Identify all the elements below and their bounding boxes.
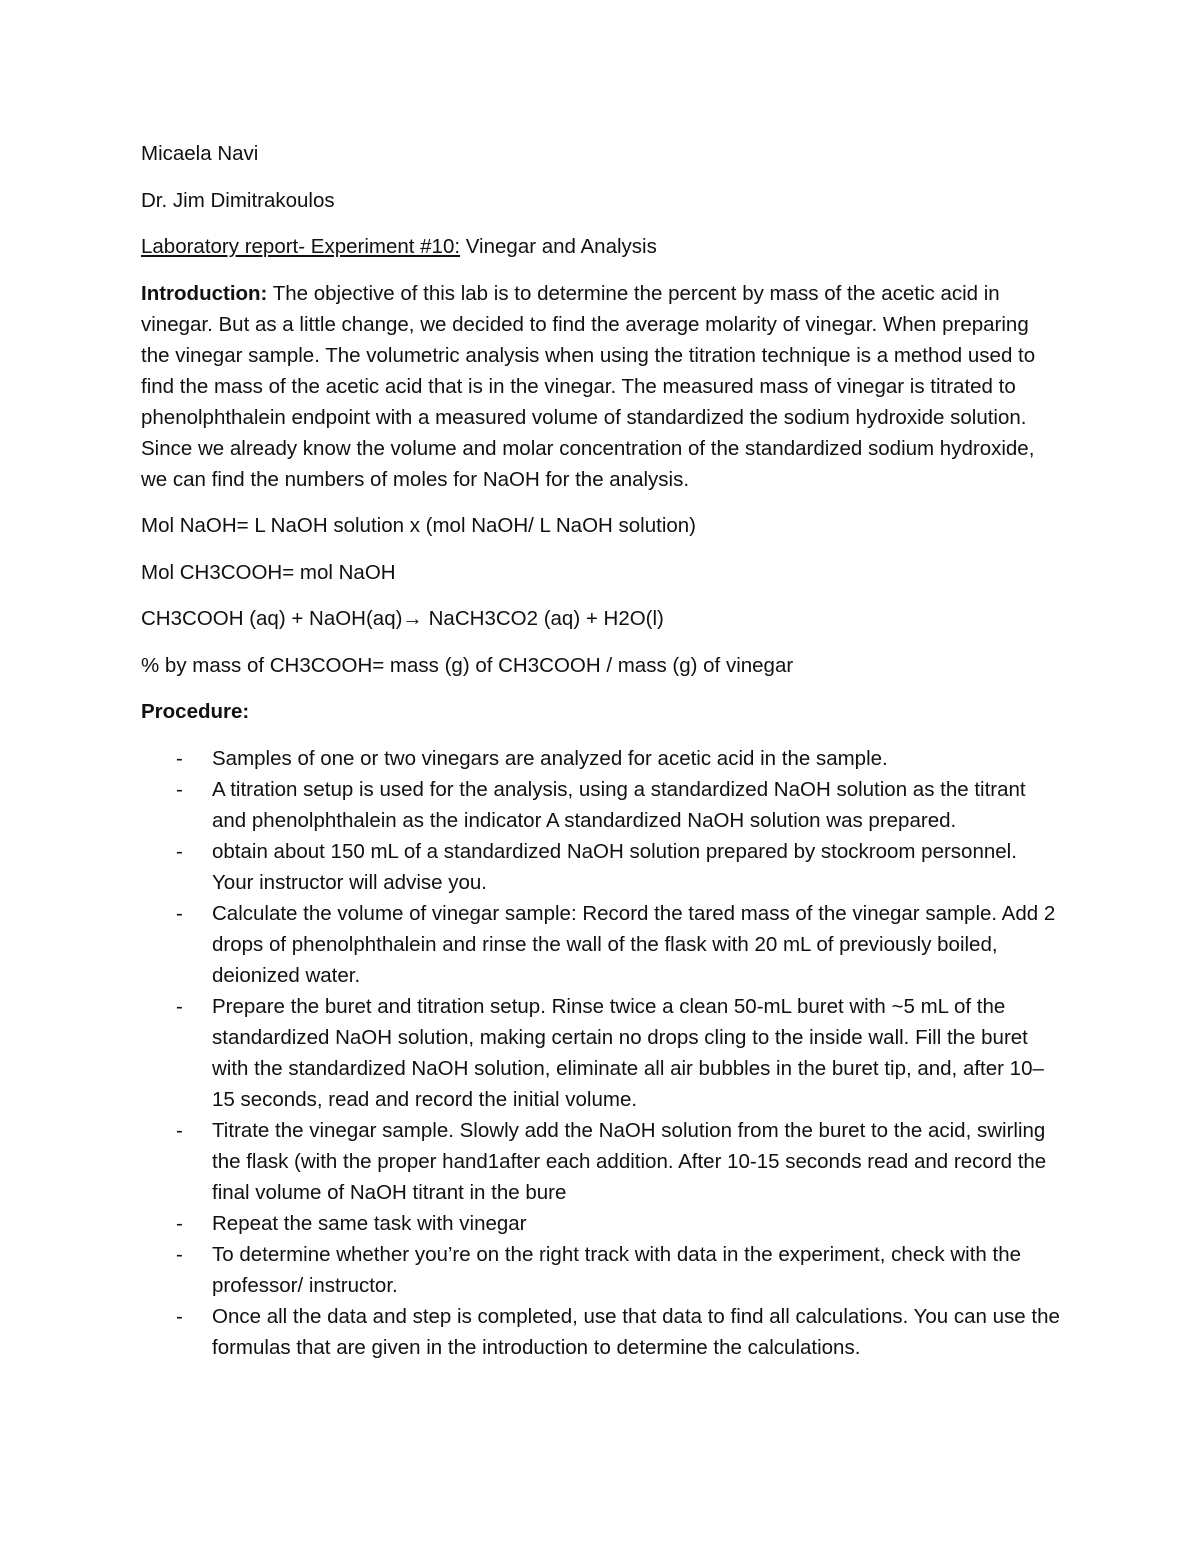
- procedure-item: [141, 1115, 1061, 1208]
- introduction-paragraph: [141, 278, 1061, 495]
- equation-reaction: CH3COOH (aq) + NaOH(aq)→ NaCH3CO2 (aq) + H2O(l): [141, 607, 664, 630]
- procedure-item-text: Prepare the buret and titration setup. Rinse twice a clean 50-mL buret with ~5 mL of the standardized NaOH solution, making certain no drops cling to the inside wall. Fill the buret with the standardized NaOH solution, eliminate all air bubbles in the buret tip, and, after 10–15 seconds, read and record the initial volume.: [212, 994, 1044, 1111]
- equation-mol-naoh: Mol NaOH= L NaOH solution x (mol NaOH/ L NaOH solution): [141, 514, 697, 537]
- bullet-dash: -: [176, 777, 183, 801]
- bullet-dash: -: [176, 901, 183, 925]
- procedure-item-text: Calculate the volume of vinegar sample: Record the tared mass of the vinegar sample. Add 2 drops of phenolphthalein and rinse the wall of the flask with 20 mL of previously boiled, deionized water.: [212, 901, 1056, 987]
- procedure-item: [141, 1208, 1061, 1239]
- report-title: [141, 231, 1061, 262]
- procedure-item: [141, 743, 1061, 774]
- report-title-experiment: Laboratory report- Experiment #10:: [141, 235, 461, 258]
- bullet-dash: -: [176, 1118, 183, 1142]
- introduction-label: Introduction:: [141, 281, 268, 305]
- procedure-list: [141, 743, 1061, 1363]
- procedure-item-text: Repeat the same task with vinegar: [212, 1211, 527, 1235]
- procedure-item: [141, 991, 1061, 1115]
- procedure-item: [141, 774, 1061, 836]
- procedure-item-text: Once all the data and step is completed, use that data to find all calculations. You can use the formulas that are given in the introduction to determine the calculations.: [212, 1304, 1060, 1359]
- equation-mol-acetic-acid: Mol CH3COOH= mol NaOH: [141, 560, 396, 584]
- author-name: Micaela Navi: [141, 142, 259, 165]
- procedure-item-text: A titration setup is used for the analysis, using a standardized NaOH solution as the titrant and phenolphthalein as the indicator A standardized NaOH solution was prepared.: [212, 777, 1026, 832]
- procedure-item: [141, 836, 1061, 898]
- procedure-item-text: Titrate the vinegar sample. Slowly add the NaOH solution from the buret to the acid, swirling the flask (with the proper hand1after each addition. After 10-15 seconds read and record the final volume of NaOH titrant in the bure: [212, 1118, 1047, 1204]
- procedure-item: [141, 1239, 1061, 1301]
- equation-percent-mass: % by mass of CH3COOH= mass (g) of CH3COOH / mass (g) of vinegar: [141, 653, 794, 677]
- bullet-dash: -: [176, 1304, 183, 1328]
- bullet-dash: -: [176, 1211, 183, 1235]
- procedure-item: [141, 1301, 1061, 1363]
- document-body: [141, 138, 1061, 1363]
- procedure-item-text: To determine whether you’re on the right track with data in the experiment, check with the professor/ instructor.: [212, 1242, 1022, 1297]
- procedure-item-text: obtain about 150 mL of a standardized NaOH solution prepared by stockroom personnel. Your instructor will advise you.: [212, 839, 1017, 894]
- instructor-name: Dr. Jim Dimitrakoulos: [141, 188, 335, 212]
- procedure-heading: Procedure:: [141, 700, 250, 723]
- bullet-dash: -: [176, 839, 183, 863]
- introduction-text: The objective of this lab is to determine the percent by mass of the acetic acid in vinegar. But as a little change, we decided to find the average molarity of vinegar. When preparing the vinegar sample. The volumetric analysis when using the titration technique is a method used to find the mass of the acetic acid that is in the vinegar. The measured mass of vinegar is titrated to phenolphthalein endpoint with a measured volume of standardized the sodium hydroxide solution. Since we already know the volume and molar concentration of the standardized sodium hydroxide, we can find the numbers of moles for NaOH for the analysis.: [141, 281, 1036, 491]
- bullet-dash: -: [176, 994, 183, 1018]
- bullet-dash: -: [176, 1242, 183, 1266]
- report-title-subject: Vinegar and Analysis: [460, 235, 657, 258]
- procedure-item: [141, 898, 1061, 991]
- procedure-item-text: Samples of one or two vinegars are analyzed for acetic acid in the sample.: [212, 746, 888, 770]
- bullet-dash: -: [176, 746, 183, 770]
